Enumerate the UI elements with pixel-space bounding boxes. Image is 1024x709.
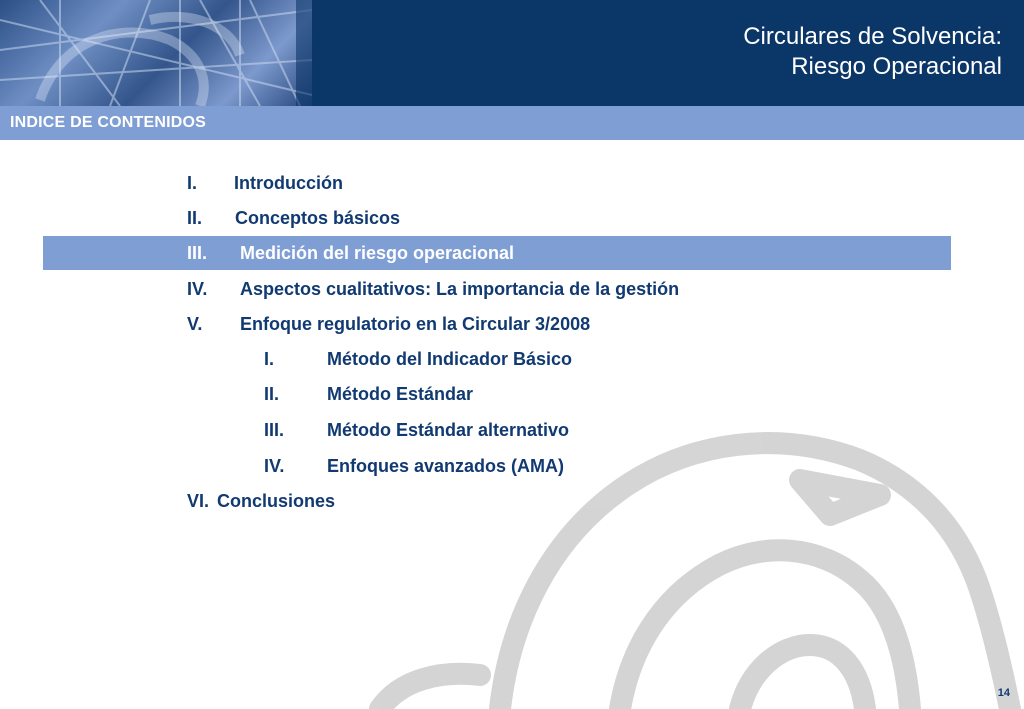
- slide-header: [0, 0, 1024, 106]
- toc-item-number: IV.: [264, 456, 285, 476]
- toc-item-number: IV.: [187, 279, 208, 299]
- toc-item-text: Aspectos cualitativos: La importancia de la gestión: [240, 279, 680, 299]
- header-photo: [0, 0, 312, 106]
- page-number: 14: [997, 687, 1010, 699]
- toc-item-text: Método Estándar: [327, 384, 474, 404]
- slide-title-line-1: Circulares de Solvencia:: [743, 23, 1002, 50]
- toc-item-number: I.: [264, 349, 275, 369]
- toc-item-text: Método del Indicador Básico: [327, 349, 573, 369]
- toc-item-number: II.: [187, 208, 203, 228]
- toc-item-text: Enfoque regulatorio en la Circular 3/2008: [240, 314, 591, 334]
- toc-item-number: II.: [264, 384, 280, 404]
- toc-item-number: III.: [187, 243, 208, 263]
- toc-item-text: Método Estándar alternativo: [327, 420, 570, 440]
- toc-item-text: Medición del riesgo operacional: [240, 243, 515, 263]
- toc-item-text: Conclusiones: [217, 491, 336, 511]
- toc-item-number: VI.: [187, 491, 210, 511]
- toc-item-number: V.: [187, 314, 203, 334]
- header-photo-graphic: [0, 0, 312, 106]
- toc-item-text: Introducción: [234, 173, 343, 193]
- section-title: INDICE DE CONTENIDOS: [10, 114, 207, 131]
- toc-item-number: I.: [187, 173, 198, 193]
- slide-title-line-2: Riesgo Operacional: [791, 53, 1002, 80]
- toc-item-text: Enfoques avanzados (AMA): [327, 456, 565, 476]
- slide-title: [743, 22, 1002, 82]
- section-bar: [0, 106, 1024, 140]
- toc-item-text: Conceptos básicos: [235, 208, 401, 228]
- toc-item-number: III.: [264, 420, 285, 440]
